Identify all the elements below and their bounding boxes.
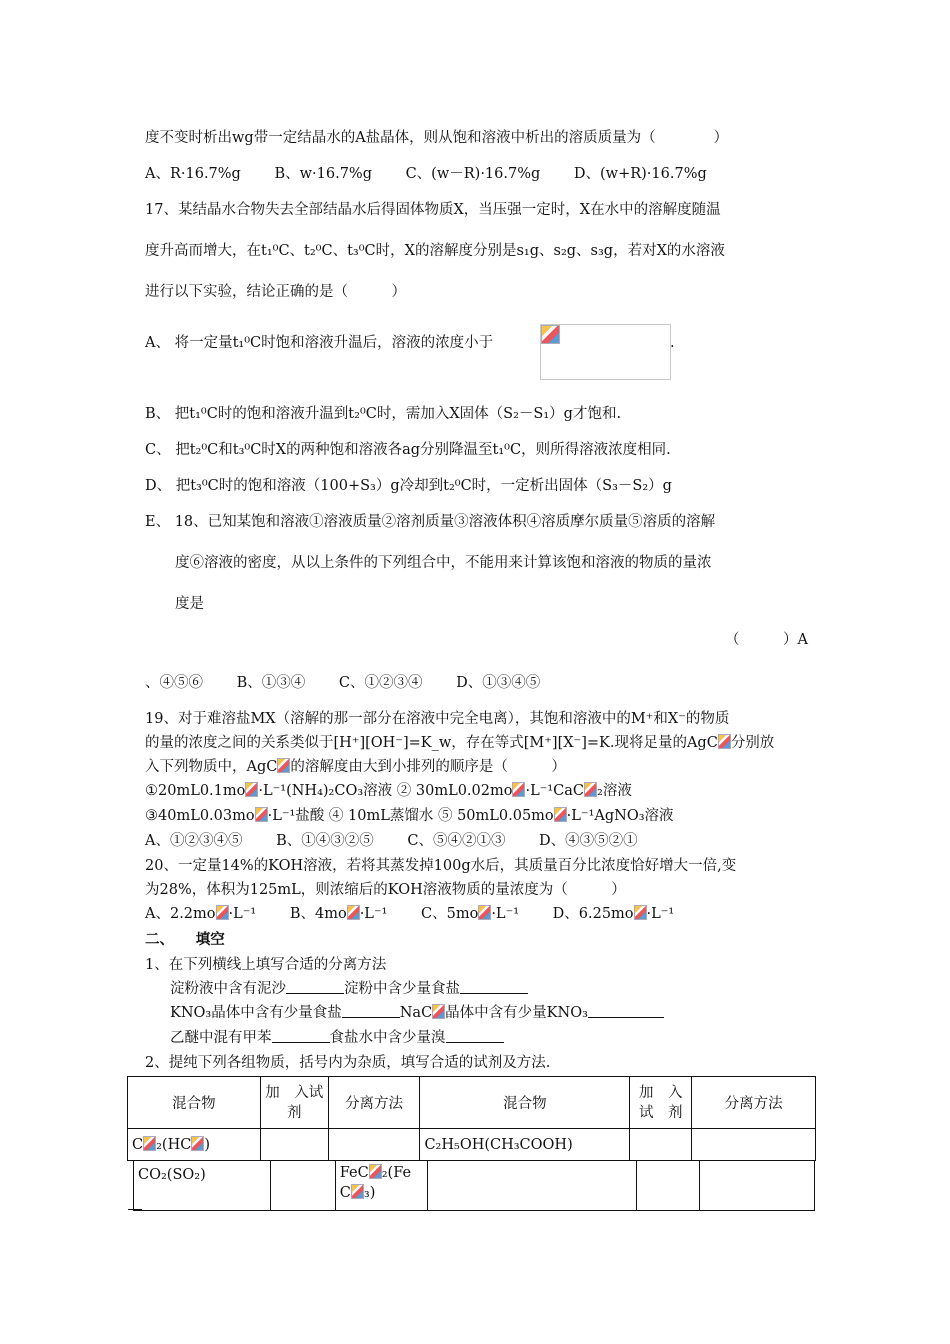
table-header-cell: 分离方法 <box>692 1077 816 1129</box>
table-cell-empty[interactable] <box>270 1161 335 1211</box>
question-17-line: 度升高而增大，在t₁⁰C、t₂⁰C、t₃⁰C时，X的溶解度分别是s₁g、s₂g、s₃g，若对X的水溶液 <box>145 243 725 259</box>
fill-question-2: 2、提纯下列各组物质，括号内为杂质，填写合适的试剂及方法. <box>145 1055 551 1071</box>
question-17-line: 17、某结晶水合物失去全部结晶水后得固体物质X，当压强一定时，X在水中的溶解度随温 <box>145 202 721 218</box>
answer-blank[interactable] <box>286 979 344 994</box>
question-17-option-a <box>145 333 493 353</box>
question-19-options: A、①②③④⑤ B、①④③②⑤ C、⑤④②①③ D、④③⑤②① <box>145 833 638 849</box>
question-20-options <box>145 904 674 924</box>
table-header-cell: 加 入试剂 <box>260 1077 328 1129</box>
section-heading: 二、 填空 <box>145 931 225 948</box>
answer-bracket: （ ）A <box>725 632 808 648</box>
divider <box>128 1209 142 1210</box>
table-header-row <box>128 1077 816 1129</box>
table-header-cell: 混合物 <box>420 1077 630 1129</box>
text: ③40mL0.03mo <box>145 808 255 824</box>
broken-image-icon <box>277 758 290 773</box>
broken-image-icon <box>191 1136 204 1151</box>
purification-table <box>127 1076 816 1161</box>
question-17-option-b: B、 把t₁⁰C时的饱和溶液升温到t₂⁰C时，需加入X固体（S₂－S₁）g才饱和. <box>145 406 622 422</box>
question-18-line: 度是 <box>175 596 204 612</box>
table-cell-empty[interactable] <box>630 1129 692 1161</box>
table-cell-empty[interactable] <box>700 1161 815 1211</box>
broken-image-icon <box>541 325 560 344</box>
table-header-cell: 混合物 <box>128 1077 261 1129</box>
text: ·L⁻¹CaC <box>525 783 585 799</box>
table-cell: CO₂(SO₂) <box>134 1161 271 1211</box>
table-cell-empty[interactable] <box>328 1129 420 1161</box>
answer-blank[interactable] <box>272 1028 330 1043</box>
answer-blank[interactable] <box>460 979 528 994</box>
text: 分别放 <box>730 735 775 751</box>
text: C <box>339 1185 351 1201</box>
text: ·L⁻¹AgNO₃溶液 <box>566 808 674 824</box>
question-17-option-c: C、 把t₂⁰C和t₃⁰C时X的两种饱和溶液各ag分别降温至t₁⁰C，则所得溶液浓度相同. <box>145 442 671 458</box>
table-header-cell: 分离方法 <box>328 1077 420 1129</box>
broken-image-icon <box>584 782 597 797</box>
broken-image-icon <box>554 807 567 822</box>
question-18-line: 度⑥溶液的密度，从以上条件的下列组合中，不能用来计算该饱和溶液的物质的量浓 <box>175 555 712 571</box>
question-17-option-d: D、 把t₃⁰C时的饱和溶液（100+S₃）g冷却到t₂⁰C时，一定析出固体（S₃－S₂）g <box>145 478 672 494</box>
text: 入下列物质中，AgC <box>145 759 278 775</box>
broken-image-icon <box>432 1004 445 1019</box>
text: 晶体中含有少量KNO₃ <box>445 1005 588 1021</box>
broken-image-icon <box>143 1136 156 1151</box>
question-19-line <box>145 781 632 801</box>
text: ·L⁻¹(NH₄)₂CO₃溶液 ② 30mL0.02mo <box>258 783 513 799</box>
broken-image-icon <box>478 905 491 920</box>
text: A、2.2mo <box>145 906 216 922</box>
text: ①20mL0.1mo <box>145 783 246 799</box>
question-19-line <box>145 806 674 826</box>
table-cell-empty[interactable] <box>692 1129 816 1161</box>
table-row <box>128 1129 816 1161</box>
broken-image-icon <box>347 905 360 920</box>
broken-image-icon <box>351 1184 364 1199</box>
fill-line <box>170 1003 664 1023</box>
period: . <box>670 335 675 351</box>
table-cell <box>335 1161 427 1211</box>
text: ·L⁻¹盐酸 ④ 10mL蒸馏水 ⑤ 50mL0.05mo <box>267 808 554 824</box>
option-a-text: A、 将一定量t₁⁰C时饱和溶液升温后，溶液的浓度小于 <box>145 335 494 351</box>
question-18-line: E、 18、已知某饱和溶液①溶液质量②溶剂质量③溶液体积④溶质摩尔质量⑤溶质的溶解 <box>145 514 716 530</box>
text: KNO₃晶体中含有少量食盐 <box>170 1005 342 1021</box>
table-cell-empty[interactable] <box>637 1161 700 1211</box>
text: ₂溶液 <box>597 783 632 799</box>
broken-image-icon <box>369 1164 382 1179</box>
text: FeC <box>339 1165 369 1181</box>
text-line: 度不变时析出wg带一定结晶水的A盐晶体，则从饱和溶液中析出的溶质质量为（ ） <box>145 130 729 146</box>
text: C <box>132 1137 144 1153</box>
text: 乙醚中混有甲苯 <box>170 1030 272 1046</box>
formula-image-box <box>540 324 671 380</box>
text: ) <box>204 1137 210 1153</box>
question-19-line: 19、对于难溶盐MX（溶解的那一部分在溶液中完全电离），其饱和溶液中的M⁺和X⁻的物质 <box>145 711 730 727</box>
broken-image-icon <box>216 905 229 920</box>
question-20-line: 20、一定量14%的KOH溶液，若将其蒸发掉100g水后，其质量百分比浓度恰好增大一倍,变 <box>145 858 737 874</box>
text: ·L⁻¹ D、6.25mo <box>491 906 634 922</box>
text: ·L⁻¹ B、4mo <box>228 906 347 922</box>
text: 淀粉液中含有泥沙 <box>170 981 286 997</box>
question-18-options: 、④⑤⑥ B、①③④ C、①②③④ D、①③④⑤ <box>145 675 541 691</box>
text: 淀粉中含少量食盐 <box>344 981 460 997</box>
table-header-cell: 加 入试 剂 <box>630 1077 692 1129</box>
broken-image-icon <box>718 734 731 749</box>
text: ₂(Fe <box>381 1165 412 1181</box>
purification-table-row-2 <box>133 1160 815 1211</box>
text: NaC <box>399 1005 433 1021</box>
table-cell <box>128 1129 261 1161</box>
fill-question-1: 1、在下列横线上填写合适的分离方法 <box>145 957 387 973</box>
text: 的溶解度由大到小排列的顺序是（ ） <box>290 759 566 775</box>
text: ·L⁻¹ C、5mo <box>359 906 479 922</box>
text: ·L⁻¹ <box>646 906 675 922</box>
table-cell-empty[interactable] <box>260 1129 328 1161</box>
broken-image-icon <box>512 782 525 797</box>
text: ₂(HC <box>156 1137 192 1153</box>
table-row <box>134 1161 815 1211</box>
question-19-line <box>145 757 566 777</box>
text: 的量的浓度之间的关系类似于[H⁺][OH⁻]=K_w，存在等式[M⁺][X⁻]=K.现将足量的AgC <box>145 735 718 751</box>
broken-image-icon <box>255 807 268 822</box>
question-20-line: 为28%，体积为125mL，则浓缩后的KOH溶液物质的量浓度为（ ） <box>145 882 626 898</box>
fill-line <box>170 1028 504 1048</box>
answer-blank[interactable] <box>342 1003 400 1018</box>
answer-blank[interactable] <box>588 1003 664 1018</box>
question-17-line: 进行以下实验，结论正确的是（ ） <box>145 284 406 300</box>
text: ₃) <box>363 1185 376 1201</box>
fill-line <box>170 979 528 999</box>
table-cell: C₂H₅OH(CH₃COOH) <box>420 1129 630 1161</box>
text: 食盐水中含少量溴 <box>329 1030 446 1046</box>
broken-image-icon <box>245 782 258 797</box>
table-cell-empty[interactable] <box>427 1161 637 1211</box>
answer-blank[interactable] <box>446 1028 504 1043</box>
broken-image-icon <box>634 905 647 920</box>
question-19-line <box>145 733 774 753</box>
options-line: A、R·16.7%g B、w·16.7%g C、(w－R)·16.7%g D、(w+R)·16.7%g <box>145 166 707 182</box>
